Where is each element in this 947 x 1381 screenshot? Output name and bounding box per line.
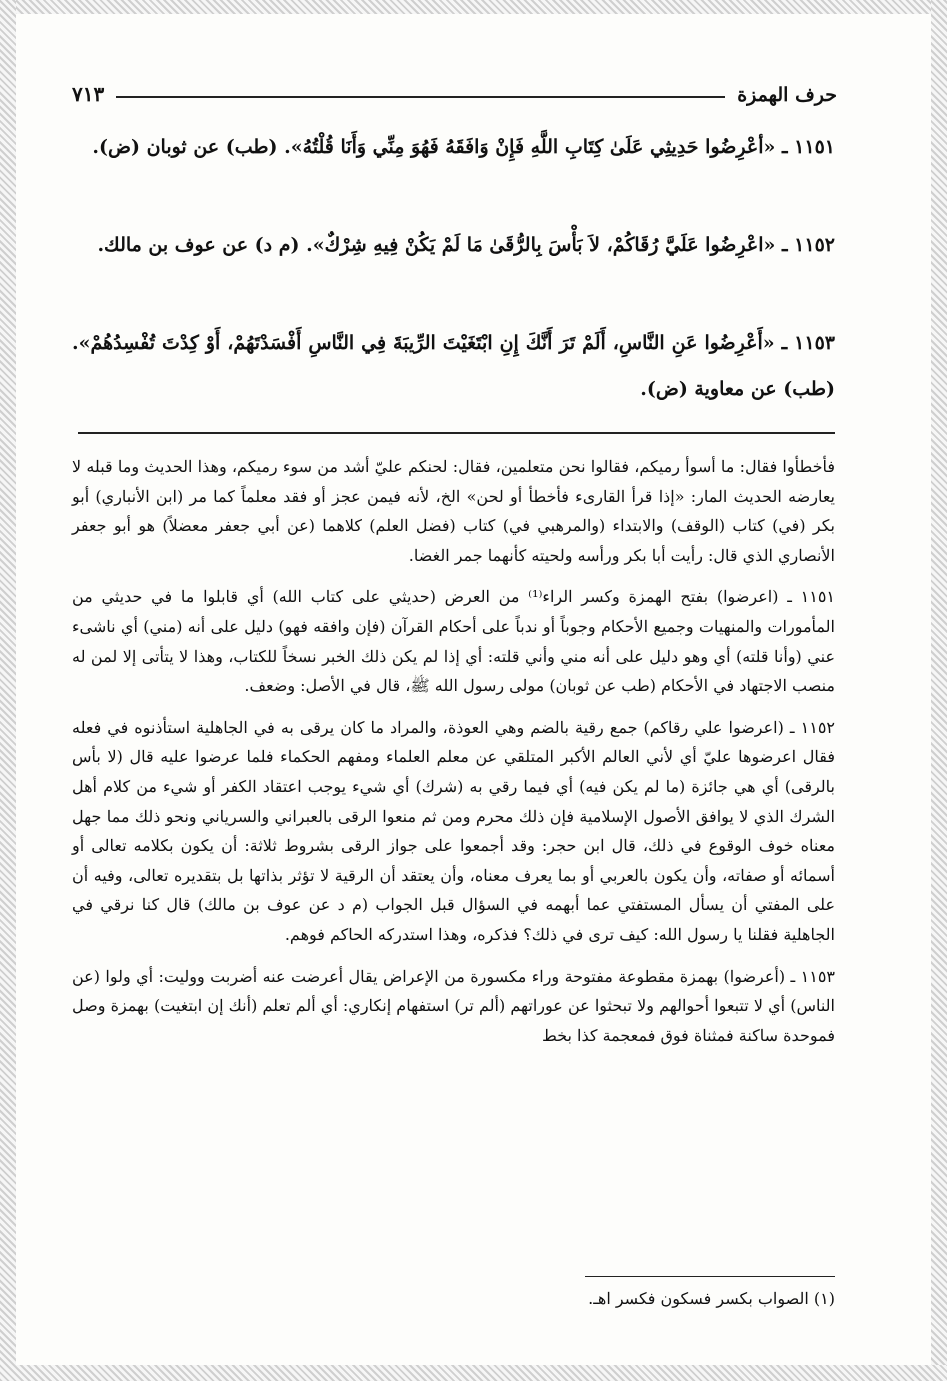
section-divider — [78, 432, 835, 434]
hadith-1153: ١١٥٣ ـ «أَعْرِضُوا عَنِ النَّاسِ، أَلَمْ تَرَ أَنَّكَ إِنِ ابْتَغَيْتَ الرِّيبَةَ فِي النَّاسِ أَفْسَدْتَهُمْ، أَوْ كِدْتَ تُفْسِدُهُمْ». (طب) عن معاوية (ض). — [72, 332, 835, 400]
page-number: ٧١٣ — [72, 82, 105, 106]
commentary-paragraph: فأخطأوا فقال: ما أسوأ رميكم، فقالوا نحن متعلمين، فقال: لحنكم عليّ أشد من سوء رميكم، وهذا الحديث وما قبله لا يعارضه الحديث المار: «إذا قرأ القارىء فأخطأ أو لحن» الخ، لأنه فيمن عجز أو فقد معلماً كما مر (ابن الأنباري) أبو بكر (في) كتاب (الوقف) والابتداء (والمرهبي في) كتاب (فضل العلم) كلاهما (عن أبي جعفر معضلاً) هو أبو جعفر الأنصاري الذي قال: رأيت أبا بكر ورأسه ولحيته كأنهما جمر الغضا. — [72, 457, 836, 565]
page-header — [72, 66, 837, 106]
page-border-right — [931, 0, 947, 1381]
hadith-1151: ١١٥١ ـ «أعْرِضُوا حَدِيثِي عَلَىٰ كِتَابِ اللَّهِ فَإِنْ وَافَقَهُ فَهُوَ مِنِّي وَأَنَا قُلْتُهُ». (طب) عن ثوبان (ض). — [92, 136, 835, 158]
page-border-top — [0, 0, 947, 14]
commentary — [72, 452, 835, 1062]
commentary-paragraph: ١١٥٢ ـ (اعرضوا علي رقاكم) جمع رقية بالضم وهي العوذة، والمراد ما كان يرقى به في الجاهلية استأذنوه في فعله فقال اعرضوها عليّ أي لأني العالم الأكبر المتلقي عن معلم العلماء ومفهم الحكماء فلما عرضوا عليه قال (لا بأس بالرقى) أي هي جائزة (ما لم يكن فيه) أي فيما رقي به (شرك) أي شيء يوجب اعتقاد الكفر أو شيء من كلام أهل الشرك الذي لا يوافق الأصول الإسلامية فإن ذلك محرم ومن ثم منعوا الرقى بالعبراني والسرياني ونحو ذلك مما جهل معناه خوف الوقوع في ذلك، قال ابن حجر: وقد أجمعوا على جواز الرقى بشروط ثلاثة: أن يكون بكلامه تعالى أو أسمائه أو صفاته، وأن يكون بالعربي أو بما يعرف معناه، وأن يعتقد أن الرقية لا تؤثر بذاتها بل بتقديره تعالى، وفيه أن على المفتي أن يسأل المستفتي عما أبهمه في السؤال قبل الجواب (م د عن عوف بن مالك) قال كنا نرقي في الجاهلية فقلنا يا رسول الله: كيف ترى في ذلك؟ فذكره، وهذا استدركه الحاكم فوهم. — [72, 717, 836, 944]
commentary-paragraph: ١١٥١ ـ (اعرضوا) بفتح الهمزة وكسر الراء⁽¹⁾ من العرض (حديثي على كتاب الله) أي قابلوا ما في حديثي من المأمورات والمنهيات وجميع الأحكام وجوباً أو ندباً على أحكام القرآن (فإن وافقه فهو) دليل على أنه (مني) أي ناشىء عني (وأنا قلته) أي وهو دليل على أنه مني وأني قلته: أي إذا لم يكن ذلك الخبر نسخاً للكتاب، وهذا لا يتأتى إلا لمن له منصب الاجتهاد في الأحكام (طب عن ثوبان) مولى رسول الله ﷺ، قال في الأصل: وضعف. — [72, 587, 836, 696]
page-border-left — [0, 0, 16, 1381]
hadith-1152: ١١٥٢ ـ «اعْرِضُوا عَلَيَّ رُقَاكُمْ، لاَ بَأْسَ بِالرُّقَىٰ مَا لَمْ يَكُنْ فِيهِ شِرْكٌ». (م د) عن عوف بن مالك. — [97, 234, 835, 256]
footnote-divider — [585, 1276, 835, 1277]
chapter-title: حرف الهمزة — [737, 84, 837, 106]
page-border-bottom — [0, 1365, 947, 1381]
commentary-paragraph: ١١٥٣ ـ (أعرضوا) بهمزة مقطوعة مفتوحة وراء مكسورة من الإعراض يقال أعرضت عنه أضربت ووليت: أي ولوا (عن الناس) أي لا تتبعوا أحوالهم ولا تبحثوا عن عوراتهم (ألم تر) استفهام إنكاري: أي ألم تعلم (أنك إن ابتغيت) بهمزة وصل فموحدة ساكنة فمثناة فوق فمعجمة كذا بخط — [72, 966, 835, 1045]
footnote: (١) الصواب بكسر فسكون فكسر اهـ. — [588, 1289, 835, 1308]
header-rule — [116, 96, 725, 98]
